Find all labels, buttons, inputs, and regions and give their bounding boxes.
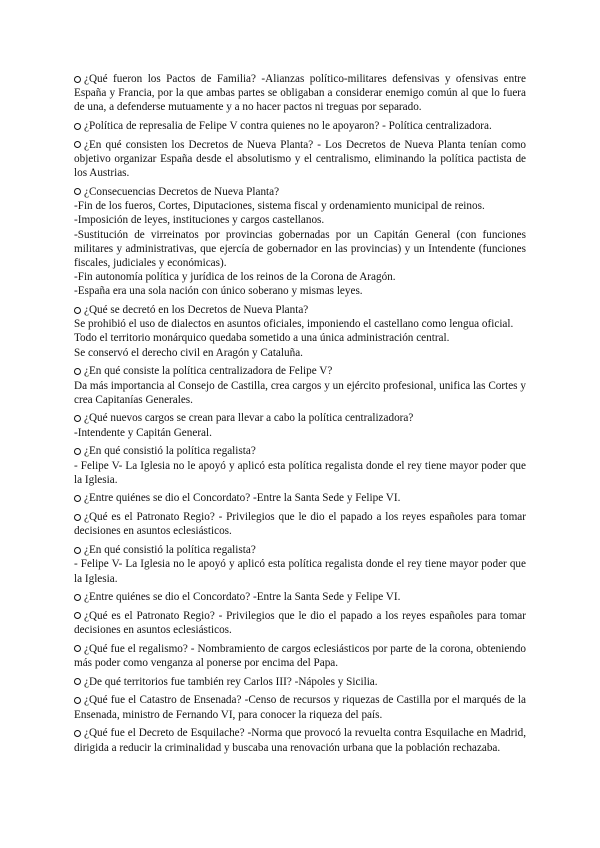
question-line xyxy=(74,642,526,670)
qa-block xyxy=(74,72,526,115)
answer-line: - Felipe V- La Iglesia no le apoyó y aplicó esta política regalista donde el rey tiene mayor poder que la Iglesia. xyxy=(74,558,526,585)
qa-block xyxy=(74,675,526,689)
question-line xyxy=(74,119,526,133)
qa-block xyxy=(74,185,526,299)
bullet-icon xyxy=(74,730,81,737)
question-line xyxy=(74,138,526,181)
bullet-icon xyxy=(74,678,81,685)
bullet-icon xyxy=(74,76,81,83)
answer-line: Todo el territorio monárquico quedaba sometido a una única administración central. xyxy=(74,332,450,345)
answer-line: Se prohibió el uso de dialectos en asuntos oficiales, imponiendo el castellano como lengua oficial. xyxy=(74,318,514,331)
qa-block xyxy=(74,543,526,586)
qa-block xyxy=(74,491,526,505)
question-text: ¿Qué fue el regalismo? - Nombramiento de cargos eclesiásticos por parte de la corona, obteniendo más poder como venganza al ponerse por encima del Papa. xyxy=(74,642,526,670)
qa-block xyxy=(74,364,526,407)
answer-line: -Fin autonomía política y jurídica de los reinos de la Corona de Aragón. xyxy=(74,271,396,284)
question-text: ¿Política de represalia de Felipe V contra quienes no le apoyaron? - Política centralizadora. xyxy=(84,120,492,133)
bullet-icon xyxy=(74,547,81,554)
question-text: ¿Entre quiénes se dio el Concordato? -Entre la Santa Sede y Felipe VI. xyxy=(84,591,401,604)
bullet-icon xyxy=(74,415,81,422)
question-text: ¿Entre quiénes se dio el Concordato? -Entre la Santa Sede y Felipe VI. xyxy=(84,492,401,505)
bullet-icon xyxy=(74,188,81,195)
bullet-icon xyxy=(74,612,81,619)
question-text: ¿Qué es el Patronato Regio? - Privilegios que le dio el papado a los reyes españoles para tomar decisiones en asuntos eclesiásticos. xyxy=(74,609,526,637)
question-text: ¿Consecuencias Decretos de Nueva Planta? xyxy=(84,185,280,198)
bullet-icon xyxy=(74,495,81,502)
answer-line: -España era una sola nación con único soberano y mismas leyes. xyxy=(74,285,363,298)
bullet-icon xyxy=(74,514,81,521)
answer-line: -Fin de los fueros, Cortes, Diputaciones, sistema fiscal y ordenamiento municipal de reinos. xyxy=(74,200,485,213)
question-text: ¿De qué territorios fue también rey Carlos III? -Nápoles y Sicilia. xyxy=(84,675,378,688)
bullet-icon xyxy=(74,307,81,314)
qa-block xyxy=(74,119,526,133)
question-text: ¿Qué fue el Decreto de Esquilache? -Norma que provocó la revuelta contra Esquilache en Madrid, dirigida a reducir la criminalidad y buscaba una renovación urbana que la población rechazaba. xyxy=(74,727,526,754)
question-line xyxy=(74,411,526,425)
question-text: ¿Qué se decretó en los Decretos de Nueva Planta? xyxy=(84,304,309,317)
question-text: ¿En qué consisten los Decretos de Nueva Planta? - Los Decretos de Nueva Planta tenían como objetivo organizar España desde el absolutismo y el centralismo, eliminando la política pactista de los Austrias. xyxy=(74,138,526,180)
answer-line: - Felipe V- La Iglesia no le apoyó y aplicó esta política regalista donde el rey tiene mayor poder que la Iglesia. xyxy=(74,459,526,486)
question-text: ¿En qué consistió la política regalista? xyxy=(84,445,256,458)
bullet-icon xyxy=(74,594,81,601)
qa-block xyxy=(74,726,526,754)
question-line xyxy=(74,303,526,317)
qa-block xyxy=(74,411,526,439)
qa-block xyxy=(74,609,526,637)
answer-line: -Sustitución de virreinatos por provincias gobernadas por un Capitán General (con funciones militares y administrativas, que ejercía de gobernador en las provincias) y un Intendente (funciones fiscales, judiciales y económicas). xyxy=(74,228,526,269)
qa-block xyxy=(74,693,526,721)
answer-line: -Imposición de leyes, instituciones y cargos castellanos. xyxy=(74,214,325,227)
bullet-icon xyxy=(74,645,81,652)
bullet-icon xyxy=(74,448,81,455)
question-text: ¿En qué consistió la política regalista? xyxy=(84,544,256,557)
question-text: ¿Qué nuevos cargos se crean para llevar a cabo la política centralizadora? xyxy=(84,412,414,425)
question-line xyxy=(74,444,526,458)
qa-block xyxy=(74,590,526,604)
question-line xyxy=(74,726,526,754)
question-line xyxy=(74,543,526,557)
answer-line: -Intendente y Capitán General. xyxy=(74,426,212,439)
question-line xyxy=(74,693,526,721)
question-line xyxy=(74,364,526,378)
question-line xyxy=(74,72,526,115)
bullet-icon xyxy=(74,141,81,148)
question-line xyxy=(74,491,526,505)
qa-block xyxy=(74,642,526,670)
question-text: ¿Qué fue el Catastro de Ensenada? -Censo de recursos y riquezas de Castilla por el marqués de la Ensenada, ministro de Fernando VI, para conocer la riqueza del país. xyxy=(74,694,526,721)
bullet-icon xyxy=(74,697,81,704)
answer-line: Se conservó el derecho civil en Aragón y Cataluña. xyxy=(74,346,303,359)
question-text: ¿Qué es el Patronato Regio? - Privilegios que le dio el papado a los reyes españoles para tomar decisiones en asuntos eclesiásticos. xyxy=(74,511,526,538)
qa-block xyxy=(74,510,526,538)
question-line xyxy=(74,185,526,199)
question-text: ¿Qué fueron los Pactos de Familia? -Alianzas político-militares defensivas y ofensivas entre España y Francia, por la que ambas partes se obligaban a considerar enemigo común al que lo fuera de una, a defenderse mutuamente y a no hacer pactos ni treguas por separado. xyxy=(74,73,526,114)
bullet-icon xyxy=(74,368,81,375)
question-line xyxy=(74,590,526,604)
qa-block xyxy=(74,303,526,360)
qa-block xyxy=(74,444,526,487)
answer-line: Da más importancia al Consejo de Castilla, crea cargos y un ejército profesional, unifica las Cortes y crea Capitanías Generales. xyxy=(74,379,526,406)
bullet-icon xyxy=(74,123,81,130)
qa-block xyxy=(74,138,526,181)
question-line xyxy=(74,510,526,538)
question-line xyxy=(74,675,526,689)
question-line xyxy=(74,609,526,637)
question-text: ¿En qué consiste la política centralizadora de Felipe V? xyxy=(84,365,333,378)
document-page xyxy=(74,72,526,759)
